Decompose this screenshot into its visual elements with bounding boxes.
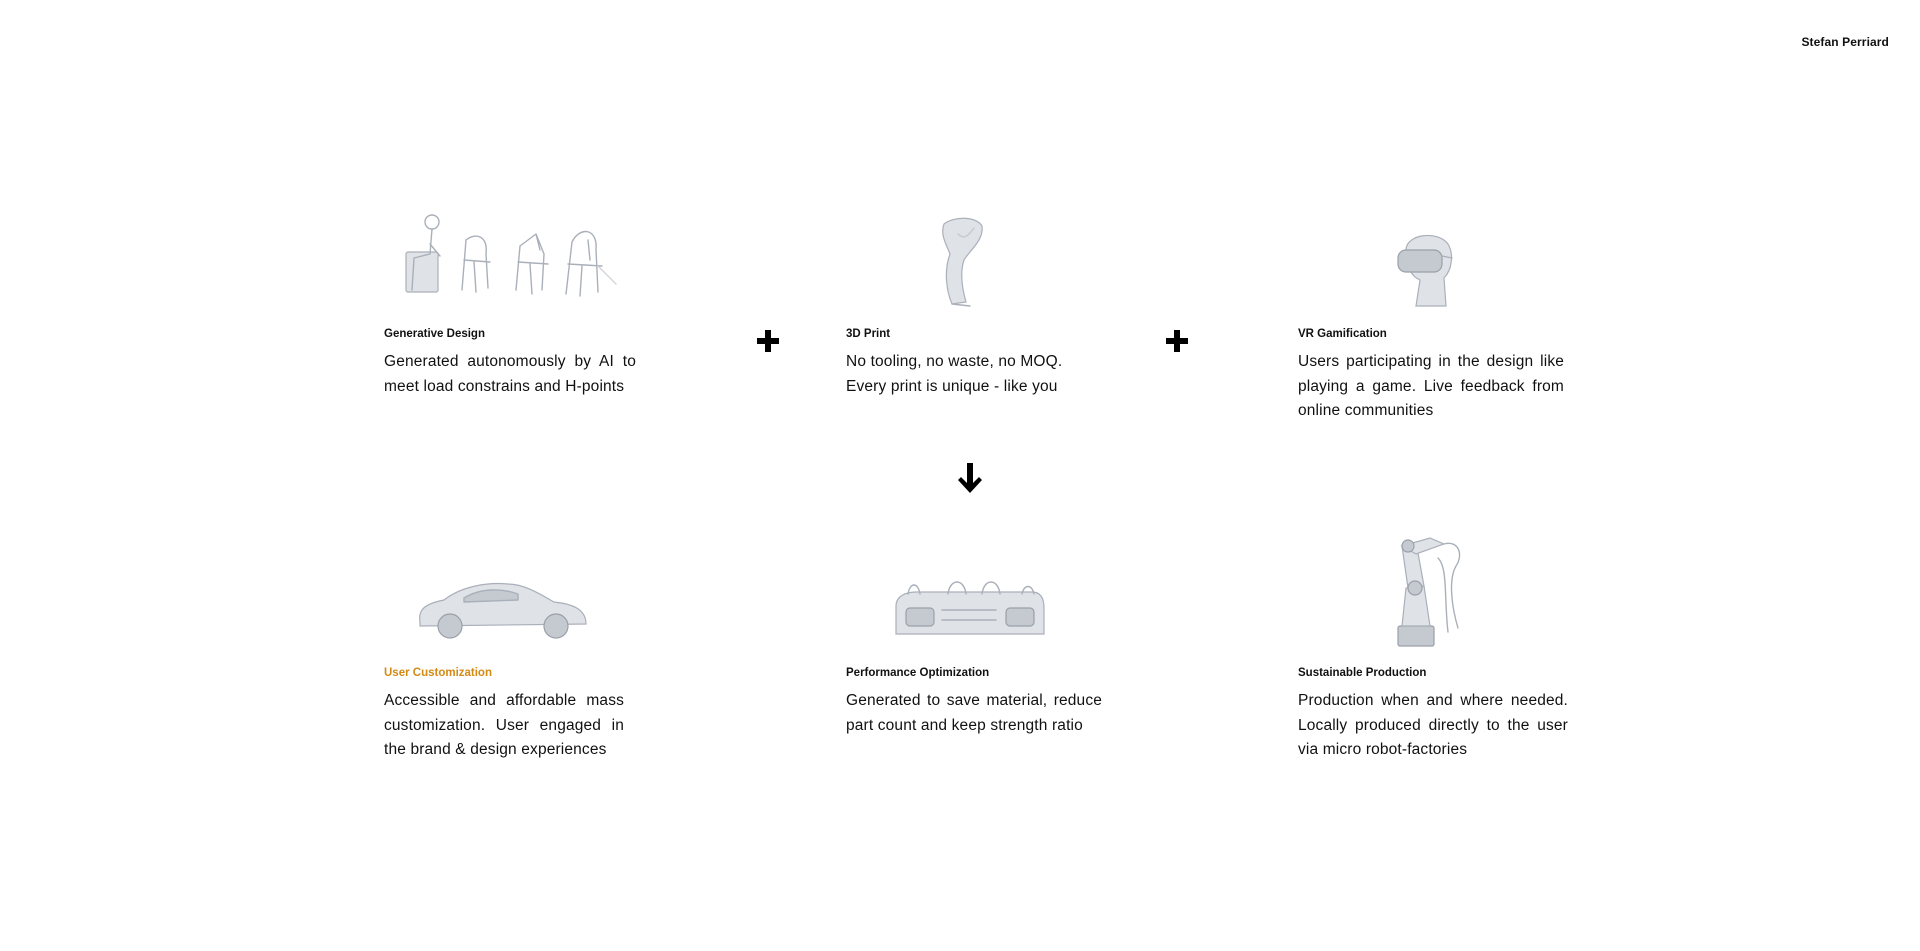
card-description: Production when and where needed. Locally produced directly to the user via micro robot-factories xyxy=(1298,692,1568,758)
chairs-illustration xyxy=(384,200,664,320)
card-title: Performance Optimization xyxy=(846,667,990,679)
plus-icon xyxy=(1166,330,1188,352)
card-description: Generated to save material, reduce part count and keep strength ratio xyxy=(846,692,1102,734)
robot-arm-illustration xyxy=(1298,518,1578,658)
arrow-down-icon xyxy=(958,463,982,495)
car-chassis-illustration xyxy=(846,538,1126,658)
card-title: User Customization xyxy=(384,667,492,679)
card-description: No tooling, no waste, no MOQ. Every print is unique - like you xyxy=(846,353,1063,395)
card-description: Accessible and affordable mass customization. User engaged in the brand & design experiences xyxy=(384,692,624,758)
card-description: Generated autonomously by AI to meet load constrains and H-points xyxy=(384,353,636,395)
sports-car-illustration xyxy=(384,538,664,658)
card-title: VR Gamification xyxy=(1298,328,1387,340)
card-title: 3D Print xyxy=(846,328,891,340)
card-description: Users participating in the design like playing a game. Live feedback from online communities xyxy=(1298,353,1564,419)
author-name: Stefan Perriard xyxy=(1801,35,1889,49)
vr-headset-illustration xyxy=(1298,200,1578,320)
card-title: Generative Design xyxy=(384,328,485,340)
plus-icon xyxy=(757,330,779,352)
3d-printed-leg-illustration xyxy=(846,200,1126,320)
card-title: Sustainable Production xyxy=(1298,667,1427,679)
